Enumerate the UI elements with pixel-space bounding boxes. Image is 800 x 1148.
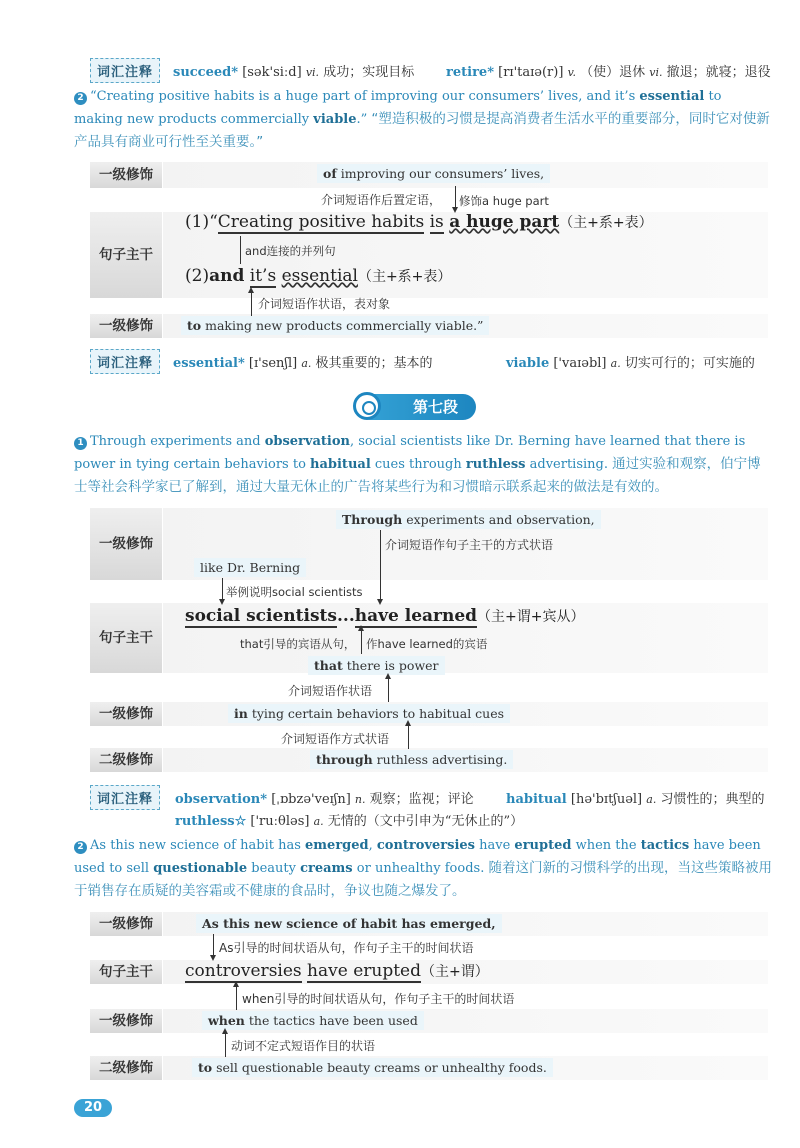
arrow [380,530,381,600]
meaning: 成功；实现目标 [323,65,415,80]
modifier-box: in tying certain behaviors to habitual cues [228,704,510,723]
text: “Creating positive habits is a huge part of improving our consumers’ lives, and it’s [90,89,640,104]
sentence-text: Through experiments and observation, social scientists like Dr. Berning have learned that there is power in tying certain behaviors to habitual cues through ruthless advertising. 通过实验和观察，伯宁博士等社会科学家已了解到，通过大量无休止的广告将某些行为和习惯暗示联系起来的做法是有效的。 [74,434,761,495]
text: .” [356,112,368,127]
arrow [222,578,223,600]
annotation: 介词短语作状语 [288,684,373,698]
page-number: 20 [74,1099,112,1117]
arrow [225,1033,226,1057]
modifier-box: Through experiments and observation, [336,510,601,529]
arrow [408,725,409,749]
level-label: 一级修饰 [90,1009,162,1033]
annotation: 介词短语作句子主干的方式状语 [385,538,554,552]
vocab-word: succeed [173,65,232,80]
annotation: when引导的时间状语从句，作句子主干的时间状语 [242,992,515,1006]
phonetic: [rɪ'taɪə(r)] [498,65,564,80]
sentence-number: 2 [74,841,87,854]
arrow [455,186,456,208]
modifier-box: when the tactics have been used [202,1011,424,1030]
annotation: 作have learned的宾语 [366,637,488,651]
arrow [251,292,252,316]
vocab-tag: 词汇注释 [90,58,160,83]
vocab-entry-essential: essential* [ɪ'senʃl] a. 极其重要的；基本的 [173,356,433,371]
meaning: 撤退；就寝；退役 [666,65,771,80]
modifier-box: like Dr. Berning [194,558,306,577]
modifier-box: to making new products commercially viable.” [181,316,489,335]
annotation: that引导的宾语从句， [240,637,356,651]
star-mark: * [231,65,239,80]
modifier-box: through ruthless advertising. [310,750,513,769]
vocab-entry-retire [446,61,771,80]
level-label: 一级修饰 [90,912,162,936]
annotation: 动词不定式短语作目的状语 [231,1039,376,1053]
vocab-entry-succeed [173,61,414,80]
annotation: 举例说明social scientists [226,585,363,599]
keyword: viable [313,112,357,127]
vocab-word: retire [446,65,488,80]
level-label: 二级修饰 [90,1056,162,1080]
vocab-entry-ruthless: ruthless☆ ['ruːθləs] a. 无情的（文中引申为“无休止的”） [175,814,524,829]
part-of-speech: vi. [649,66,663,79]
phonetic: [sək'siːd] [242,65,302,80]
part-of-speech: vi. [305,66,320,79]
level-label: 一级修饰 [90,162,162,188]
main-clause-1: (1)“Creating positive habits is a huge part（主+系+表） [185,212,653,232]
level-label: 句子主干 [90,212,162,298]
main-clause: social scientists...have learned（主+谓+宾从） [185,606,585,626]
annotation: 介词短语作状语，表对象 [258,297,391,311]
modifier-box: to sell questionable beauty creams or unhealthy foods. [192,1058,553,1077]
part-of-speech: v. [567,66,576,79]
annotation: 修饰a huge part [459,194,549,208]
vocab-entry-viable: viable ['vaɪəbl] a. 切实可行的；可实施的 [506,356,755,371]
sentence-text: As this new science of habit has emerged, controversies have erupted when the tactics have been used to sell questionable beauty creams or unhealthy foods. 随着这门新的习惯科学的出现，当这些策略被用于销售存在质疑的美容霜或不健康的食品时，争议也随之爆发了。 [74,838,772,899]
sentence-text [74,86,774,154]
modifier-box: of improving our consumers’ lives, [317,164,550,183]
vocab-tag: 词汇注释 [90,349,160,374]
annotation: As引导的时间状语从句，作句子主干的时间状语 [219,941,474,955]
level-label: 句子主干 [90,960,162,984]
modifier-box: that there is power [308,656,445,675]
sentence-number: 2 [74,92,87,105]
arrow [388,678,389,702]
modifier-box: As this new science of habit has emerged, [196,914,502,933]
keyword: essential [639,89,705,104]
star-mark: * [487,65,494,80]
section-heading: 第七段 [358,394,476,420]
main-clause-2: (2)and it’s essential（主+系+表） [185,266,452,286]
meaning: （使）退休 [580,65,646,80]
main-clause: controversies have erupted（主+谓） [185,961,489,981]
level-label: 一级修饰 [90,508,162,580]
level-label: 二级修饰 [90,748,162,772]
vocab-entry-habitual: habitual [hə'bɪtʃuəl] a. 习惯性的；典型的 [506,792,765,807]
level-label: 句子主干 [90,603,162,673]
annotation: 介词短语作后置定语， [321,193,442,207]
level-label: 一级修饰 [90,314,162,338]
arrow [236,986,237,1010]
connector-line [240,236,241,264]
level-label: 一级修饰 [90,702,162,726]
vocab-tag: 词汇注释 [90,785,160,810]
sentence-number: 1 [74,437,87,450]
text: to making new products commercially [74,89,722,127]
annotation: and连接的并列句 [245,244,336,258]
search-icon [353,392,381,420]
arrow [213,934,214,956]
arrow [361,630,362,654]
vocab-entry-observation: observation* [ˌɒbzə'veɪʃn] n. 观察；监视；评论 [175,792,474,807]
translation: “塑造积极的习惯是提高消费者生活水平的重要部分，同时它对使新产品具有商业可行性至关重要。” [74,111,770,150]
annotation: 介词短语作方式状语 [281,732,390,746]
